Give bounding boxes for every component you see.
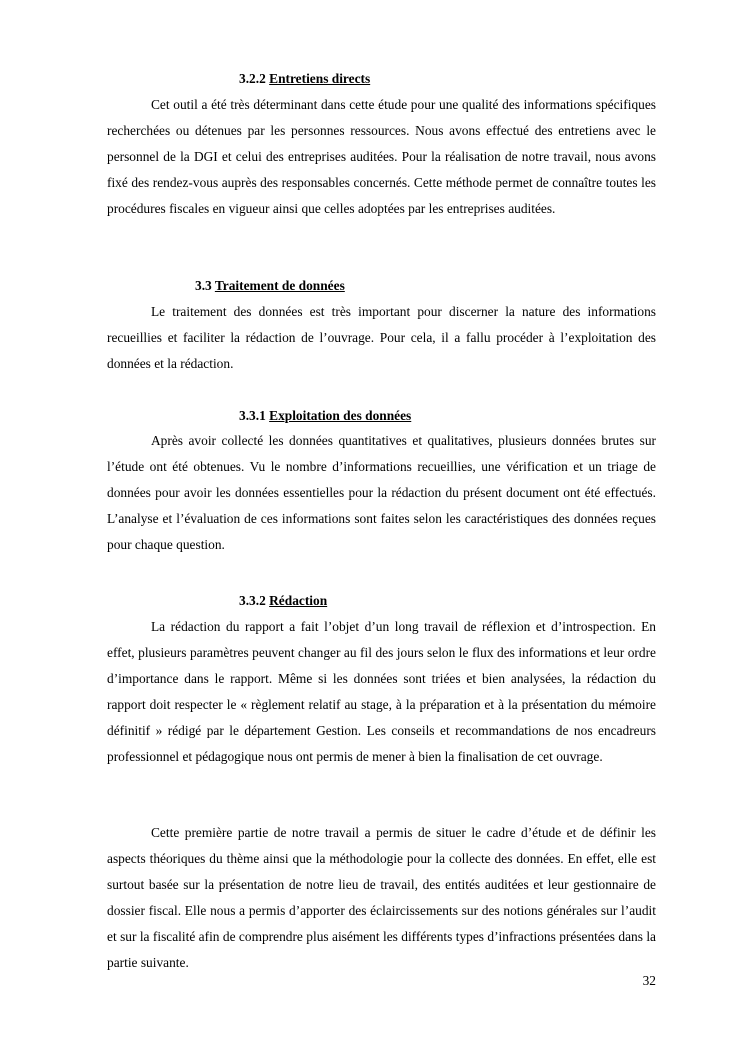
paragraph-traitement-donnees: Le traitement des données est très important pour discerner la nature des informations recueillies et faciliter la rédaction de l’ouvrage. Pour cela, il a fallu procéder à l’exploitation des données et la rédaction. (107, 304, 656, 371)
section-number: 3.2.2 (239, 71, 266, 86)
page-number: 32 (642, 973, 656, 988)
section-title: Exploitation des données (269, 408, 412, 423)
section-title: Rédaction (269, 593, 328, 608)
paragraph-exploitation-donnees: Après avoir collecté les données quantitatives et qualitatives, plusieurs données brutes sur l’étude ont été obtenues. Vu le nombre d’informations recueillies, une vérification et un triage de données pour avoir les données essentielles pour la rédaction du présent document ont été effectués. L’analyse et l’évaluation de ces informations sont faites selon les caractéristiques des données reçues pour chaque question. (107, 433, 656, 552)
paragraph-redaction: La rédaction du rapport a fait l’objet d’un long travail de réflexion et d’introspection. En effet, plusieurs paramètres peuvent changer au fil des jours selon le flux des informations et leur ordre d’importance dans le rapport. Même si les données sont triées et bien analysées, la rédaction du rapport doit respecter le « règlement relatif au stage, à la préparation et à la présentation du mémoire définitif » rédigé par le département Gestion. Les conseils et recommandations de nos encadreurs professionnel et pédagogique nous ont permis de mener à bien la finalisation de cet ouvrage. (107, 619, 656, 764)
section-number: 3.3 (195, 278, 212, 293)
section-heading-3-3 (195, 277, 345, 295)
paragraph-conclusion: Cette première partie de notre travail a permis de situer le cadre d’étude et de définir les aspects théoriques du thème ainsi que la méthodologie pour la collecte des données. En effet, elle est surtout basée sur la présentation de notre lieu de travail, des entités auditées et leur gestionnaire de dossier fiscal. Elle nous a permis d’apporter des éclaircissements sur des notions générales sur l’audit et sur la fiscalité afin de comprendre plus aisément les différents types d’infractions présentées dans la partie suivante. (107, 825, 656, 970)
section-number: 3.3.2 (239, 593, 266, 608)
section-number: 3.3.1 (239, 408, 266, 423)
section-title: Entretiens directs (269, 71, 371, 86)
document-page (107, 0, 656, 1053)
section-heading-3-2-2 (239, 70, 370, 88)
paragraph-entretiens-directs: Cet outil a été très déterminant dans cette étude pour une qualité des informations spécifiques recherchées ou détenues par les personnes ressources. Nous avons effectué des entretiens avec le personnel de la DGI et celui des entreprises auditées. Pour la réalisation de notre travail, nous avons fixé des rendez-vous auprès des responsables concernés. Cette méthode permet de connaître toutes les procédures fiscales en vigueur ainsi que celles adoptées par les entreprises auditées. (107, 97, 656, 216)
section-heading-3-3-2 (239, 592, 327, 610)
section-heading-3-3-1 (239, 407, 411, 425)
section-title: Traitement de données (214, 278, 345, 293)
